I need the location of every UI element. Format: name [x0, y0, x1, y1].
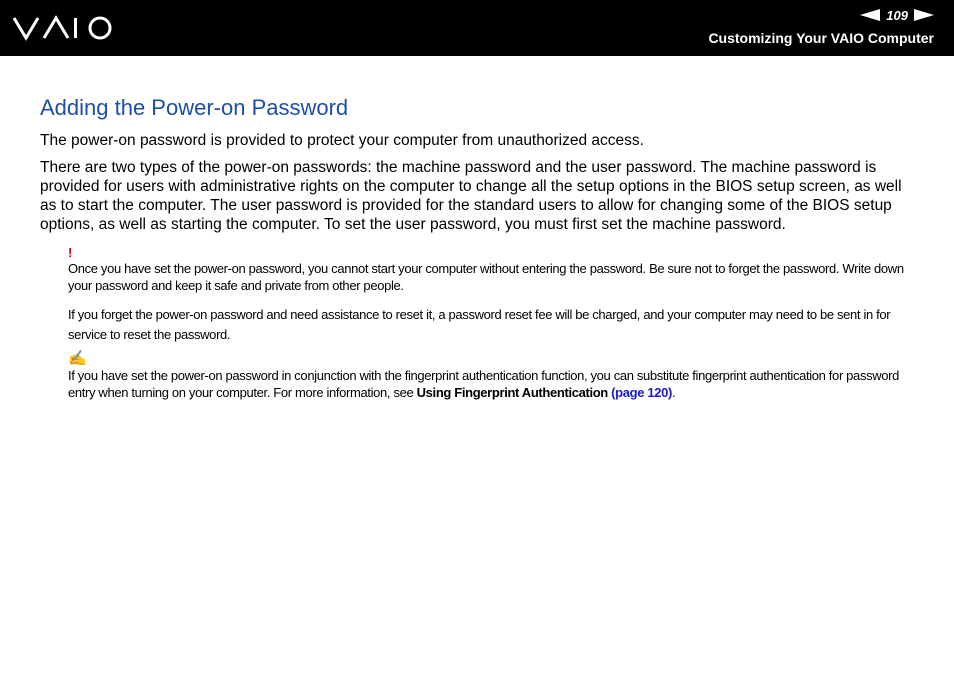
page-title: Adding the Power-on Password — [40, 95, 349, 120]
note-text — [68, 367, 915, 401]
note-text-end: . — [671, 385, 676, 400]
note-text-body: If you have set the power-on password in conjunction with the fingerprint authentication function, you can substitute fingerprint authentication for password entry when turning on your computer. For more information, see — [68, 368, 900, 400]
page-link[interactable]: (page 120) — [611, 385, 672, 400]
main-content — [40, 94, 915, 413]
note-block — [68, 351, 915, 401]
triangle-left-icon[interactable] — [860, 9, 880, 21]
caution-block — [68, 246, 915, 345]
page-number: 109 — [886, 7, 908, 23]
vaio-logo — [12, 14, 120, 42]
triangle-right-icon[interactable] — [914, 9, 934, 21]
password-types-paragraph: There are two types of the power-on passwords: the machine password and the user password. The machine password is provided for users with administrative rights on the computer to change all the setup options in the BIOS setup screen, as well as to start the computer. The user password is provided for the standard users to allow for changing some of the BIOS setup options, as well as starting the computer. To set the user password, you must first set the machine password. — [40, 159, 902, 233]
warning-icon: ! — [68, 245, 73, 260]
intro-paragraph: The power-on password is provided to protect your computer from unauthorized access. — [40, 132, 644, 149]
section-title: Customizing Your VAIO Computer — [708, 30, 934, 46]
caution-text: If you forget the power-on password and need assistance to reset it, a password reset fee will be charged, and your computer may need to be sent in for service to reset the password. — [68, 307, 891, 342]
caution-text: Once you have set the power-on password, you cannot start your computer without entering the password. Be sure not to forget the password. Write down your password and keep it safe and private from other people. — [68, 261, 904, 293]
link-topic: Using Fingerprint Authentication — [416, 385, 608, 400]
pen-note-icon: ✍ — [68, 350, 87, 367]
page-navigation — [860, 6, 934, 24]
page-header — [0, 0, 954, 56]
